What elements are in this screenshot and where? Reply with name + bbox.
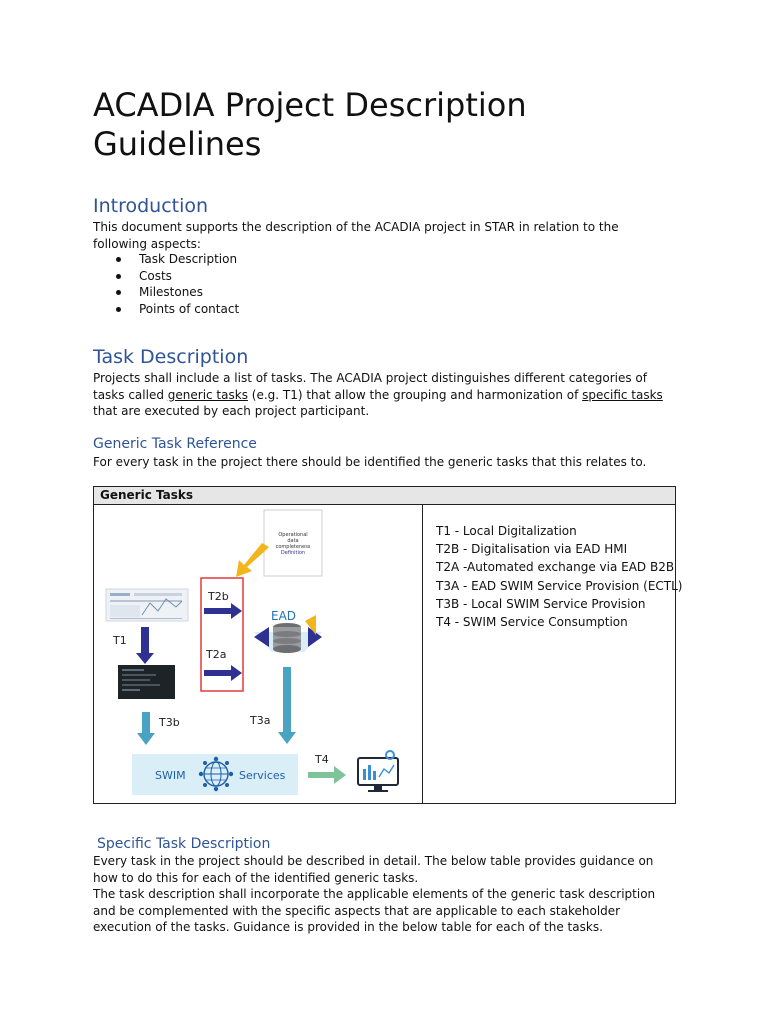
introduction-list <box>93 251 239 317</box>
t1-label: T1 <box>113 634 127 647</box>
globe-network-icon <box>199 757 233 791</box>
source-screenshot-thumbnail <box>106 589 188 621</box>
task-description-heading: Task Description <box>93 346 249 368</box>
t2a-label: T2a <box>206 648 227 661</box>
services-label: Services <box>239 769 286 782</box>
table-header <box>94 487 675 505</box>
list-item: T2B - Digitalisation via EAD HMI <box>436 542 628 557</box>
operational-data-doc <box>264 510 322 576</box>
t1-arrow <box>136 627 154 664</box>
specific-task-description-heading: Specific Task Description <box>97 836 271 852</box>
t2b-label: T2b <box>208 590 229 603</box>
generic-tasks-link[interactable]: generic tasks <box>167 387 248 402</box>
doc-text-line: completeness <box>275 544 311 550</box>
t4-label: T4 <box>315 753 329 766</box>
table-header-label: Generic Tasks <box>100 488 193 502</box>
t3a-label: T3a <box>250 714 271 727</box>
introduction-heading: Introduction <box>93 195 209 217</box>
t3a-arrow <box>278 667 296 744</box>
t3b-arrow <box>137 712 155 745</box>
generic-tasks-list <box>436 522 683 631</box>
introduction-text: This document supports the description of the ACADIA project in STAR in relation to the following aspects: <box>93 220 619 251</box>
list-item: T3B - Local SWIM Service Provision <box>436 596 646 611</box>
list-item: T4 - SWIM Service Consumption <box>436 615 628 630</box>
generic-task-reference-heading: Generic Task Reference <box>93 436 257 452</box>
swim-services-bar <box>132 754 298 795</box>
generic-tasks-diagram <box>104 507 414 799</box>
swim-label: SWIM <box>155 769 186 782</box>
column-divider <box>422 505 423 803</box>
ead-label: EAD <box>271 609 297 623</box>
specific-task-para-2: The task description shall incorporate the applicable elements of the generic task description and be complemented with the specific aspects that are applicable to each stakeholder execution of the tasks. Guidance is provided in the below table for each of the tasks. <box>93 887 656 934</box>
doc-text-line: data <box>287 538 299 544</box>
doc-text-line: Operational <box>278 532 308 538</box>
list-item: T2A -Automated exchange via EAD B2B <box>436 560 675 575</box>
list-item: T1 - Local Digitalization <box>436 524 577 538</box>
specific-tasks-link[interactable]: specific tasks <box>582 387 663 402</box>
list-item: Task Description <box>93 251 239 268</box>
t4-arrow <box>308 766 346 784</box>
list-item: Costs <box>93 268 239 285</box>
t2a-arrow <box>204 665 242 681</box>
generic-task-reference-text: For every task in the project there should be identified the generic tasks that this relates to. <box>93 455 647 469</box>
page-title: ACADIA Project Description Guidelines <box>93 86 527 163</box>
list-item: Milestones <box>93 284 239 301</box>
t3b-label: T3b <box>159 716 180 729</box>
dashboard-monitor-icon <box>358 751 398 792</box>
t2b-arrow <box>204 603 242 619</box>
generic-tasks-table <box>93 486 683 804</box>
ead-database-icon <box>254 609 322 653</box>
terminal-screen <box>118 665 175 699</box>
task-description-text <box>93 370 675 420</box>
list-item: Points of contact <box>93 301 239 318</box>
list-item: T3A - EAD SWIM Service Provision (ECTL) <box>436 578 683 593</box>
doc-text-line: Definition <box>280 550 306 556</box>
text-run: Projects shall include a list of tasks. The ACADIA project distinguishes different categories of tasks called <box>93 371 647 402</box>
text-run: that are executed by each project participant. <box>93 404 370 418</box>
text-run: (e.g. T1) that allow the grouping and harmonization of <box>247 387 583 402</box>
specific-task-para-1: Every task in the project should be described in detail. The below table provides guidance on how to do this for each of the identified generic tasks. <box>93 854 654 885</box>
